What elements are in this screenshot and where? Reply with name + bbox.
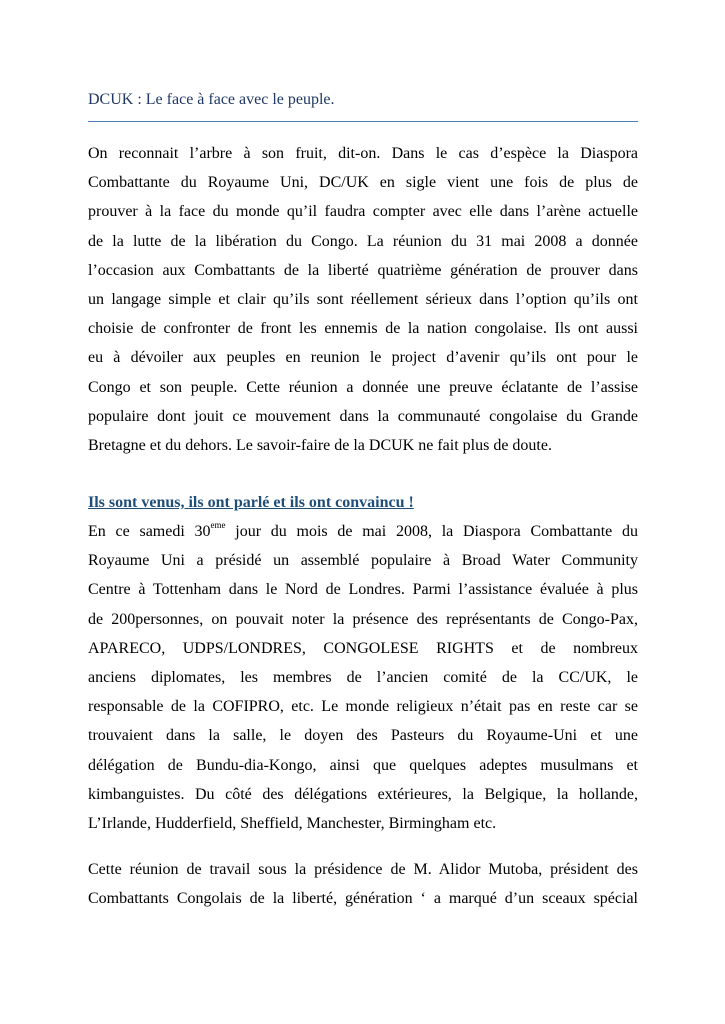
section-heading: Ils sont venus, ils ont parlé et ils ont convaincu ! [88, 494, 414, 511]
text-line: eu à dévoiler aux peuples en reunion le project d’avenir qu’ils ont pour le [88, 349, 638, 367]
paragraph-closing [88, 855, 638, 913]
paragraph-meeting [88, 517, 638, 838]
text-line: trouvaient dans la salle, le doyen des Pasteurs du Royaume-Uni et une [88, 727, 638, 745]
text-line: un langage simple et clair qu’ils sont réellement sérieux dans l’option qu’ils ont [88, 290, 638, 308]
text-line: Cette réunion de travail sous la présidence de M. Alidor Mutoba, président des [88, 861, 638, 878]
line-end-text: jour du mois de mai 2008, la Diaspora Combattante du [225, 523, 638, 540]
text-line: de 200personnes, on pouvait noter la présence des représentants de Congo-Pax, [88, 610, 638, 628]
text-line: Centre à Tottenham dans le Nord de Londres. Parmi l’assistance évaluée à plus [88, 581, 638, 599]
text-line: choisie de confronter de front les ennemis de la nation congolaise. Ils ont aussi [88, 320, 638, 338]
text-line: responsable de la COFIPRO, etc. Le monde religieux n’était pas en reste car se [88, 698, 638, 716]
superscript-ordinal: eme [210, 519, 226, 530]
text-line: Congo et son peuple. Cette réunion a donnée une preuve éclatante de l’assise [88, 378, 638, 396]
document-page [88, 0, 638, 1024]
text-line: Bretagne et du dehors. Le savoir-faire de la DCUK ne fait plus de doute. [88, 436, 552, 454]
text-line: Combattante du Royaume Uni, DC/UK en sigle vient une fois de plus de [88, 174, 638, 192]
text-line: populaire dont jouit ce mouvement dans la communauté congolaise du Grande [88, 407, 638, 425]
text-line: délégation de Bundu-dia-Kongo, ainsi que quelques adeptes musulmans et [88, 756, 638, 774]
text-line: anciens diplomates, les membres de l’ancien comité de la CC/UK, le [88, 668, 638, 686]
text-line: de la lutte de la libération du Congo. La réunion du 31 mai 2008 a donnée [88, 232, 638, 250]
text-line: L’Irlande, Hudderfield, Sheffield, Manchester, Birmingham etc. [88, 814, 497, 832]
document-title: DCUK : Le face à face avec le peuple. [88, 91, 335, 108]
paragraph-intro [88, 139, 638, 460]
title-underline-rule [88, 121, 638, 122]
text-line: prouver à la face du monde qu’il faudra compter avec elle dans l’arène actuelle [88, 203, 638, 221]
text-line: Combattants Congolais de la liberté, génération ‘ a marqué d’un sceaux spécial [88, 890, 638, 908]
line-start-text: En ce samedi 30 [88, 523, 211, 540]
text-line: Royaume Uni a présidé un assemblé populaire à Broad Water Community [88, 552, 638, 570]
text-line: APARECO, UDPS/LONDRES, CONGOLESE RIGHTS et de nombreux [88, 639, 638, 657]
text-line: kimbanguistes. Du côté des délégations extérieures, la Belgique, la hollande, [88, 785, 638, 803]
text-line: l’occasion aux Combattants de la liberté quatrième génération de prouver dans [88, 261, 638, 279]
text-line-with-superscript [88, 517, 638, 546]
text-line: On reconnait l’arbre à son fruit, dit-on. Dans le cas d’espèce la Diaspora [88, 145, 638, 162]
